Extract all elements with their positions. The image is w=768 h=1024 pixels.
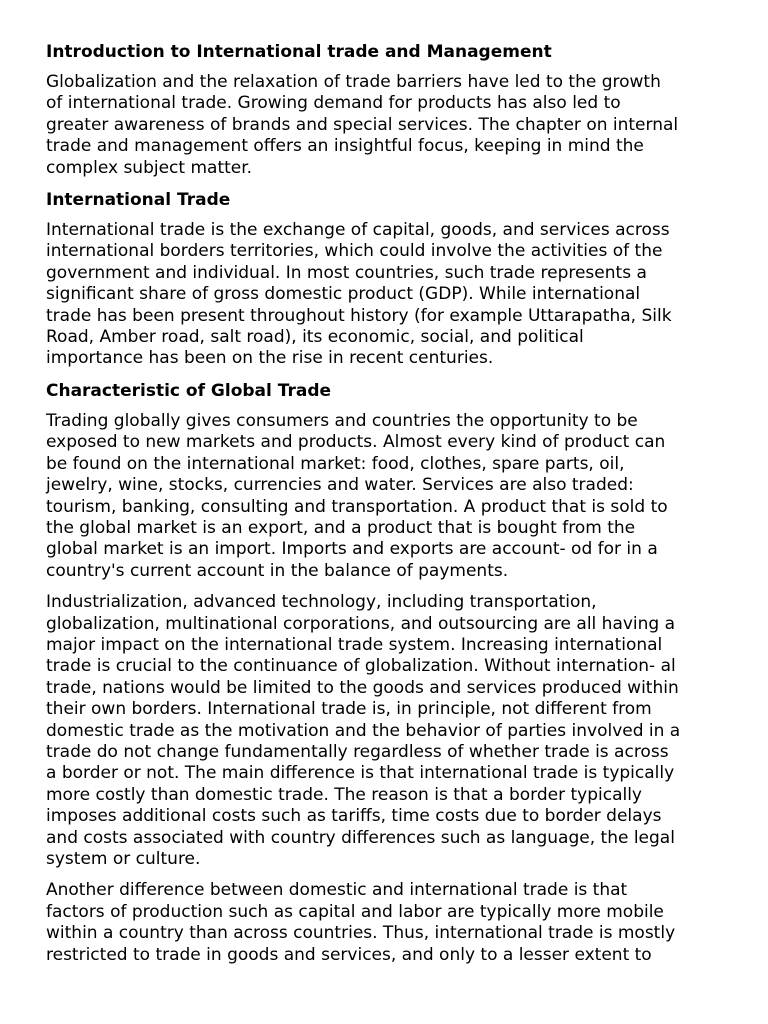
text-line: Road, Amber road, salt road), its economic, social, and political: [46, 327, 584, 348]
text-line: within a country than across countries. Thus, international trade is mostly: [46, 923, 676, 944]
text-line: factors of production such as capital and labor are typically more mobile: [46, 901, 664, 922]
text-line: tourism, banking, consulting and transportation. A product that is sold to: [46, 496, 668, 517]
text-line: government and individual. In most countries, such trade represents a: [46, 262, 647, 283]
paragraph-introduction: [46, 72, 722, 179]
section-heading-international-trade: International Trade: [46, 190, 231, 211]
paragraph-international-trade: [46, 220, 722, 370]
text-line: country's current account in the balance of payments.: [46, 560, 509, 581]
text-line: Trading globally gives consumers and countries the opportunity to be: [46, 410, 638, 431]
paragraph-global-trade-2: [46, 592, 722, 870]
text-line: major impact on the international trade system. Increasing international: [46, 634, 663, 655]
text-line: more costly than domestic trade. The reason is that a border typically: [46, 784, 642, 805]
text-line: the global market is an export, and a product that is bought from the: [46, 517, 636, 538]
text-line: Another difference between domestic and international trade is that: [46, 880, 628, 901]
text-line: their own borders. International trade is, in principle, not different from: [46, 699, 652, 720]
text-line: complex subject matter.: [46, 157, 253, 178]
text-line: trade do not change fundamentally regardless of whether trade is across: [46, 741, 669, 762]
text-line: domestic trade as the motivation and the behavior of parties involved in a: [46, 720, 681, 741]
text-line: and costs associated with country differences such as language, the legal: [46, 827, 675, 848]
text-line: trade and management offers an insightful focus, keeping in mind the: [46, 136, 644, 157]
text-line: of international trade. Growing demand for products has also led to: [46, 93, 621, 114]
text-line: trade is crucial to the continuance of globalization. Without internation- al: [46, 656, 676, 677]
text-line: be found on the international market: food, clothes, spare parts, oil,: [46, 453, 625, 474]
text-line: significant share of gross domestic product (GDP). While international: [46, 284, 641, 305]
section-heading-characteristic-of-global-trade: Characteristic of Global Trade: [46, 380, 332, 401]
text-line: International trade is the exchange of capital, goods, and services across: [46, 220, 670, 241]
text-line: Globalization and the relaxation of trade barriers have led to the growth: [46, 72, 661, 92]
text-line: jewelry, wine, stocks, currencies and water. Services are also traded:: [46, 475, 634, 496]
text-line: Industrialization, advanced technology, including transportation,: [46, 592, 597, 613]
text-line: importance has been on the rise in recent centuries.: [46, 348, 494, 369]
text-line: globalization, multinational corporations, and outsourcing are all having a: [46, 613, 676, 634]
paragraph-global-trade-1: [46, 411, 722, 582]
text-line: trade, nations would be limited to the goods and services produced within: [46, 677, 679, 698]
section-heading-introduction: Introduction to International trade and Management: [46, 42, 552, 62]
text-line: restricted to trade in goods and services, and only to a lesser extent to: [46, 944, 652, 965]
text-line: system or culture.: [46, 849, 201, 869]
text-line: global market is an import. Imports and exports are account- od for in a: [46, 539, 658, 560]
text-line: greater awareness of brands and special services. The chapter on internal: [46, 114, 679, 135]
text-line: exposed to new markets and products. Almost every kind of product can: [46, 432, 666, 453]
text-line: imposes additional costs such as tariffs, time costs due to border delays: [46, 806, 662, 827]
text-line: trade has been present throughout history (for example Uttarapatha, Silk: [46, 305, 672, 326]
text-line: international borders territories, which could involve the activities of the: [46, 241, 663, 262]
paragraph-global-trade-3: [46, 880, 722, 966]
text-line: a border or not. The main difference is that international trade is typically: [46, 763, 675, 784]
